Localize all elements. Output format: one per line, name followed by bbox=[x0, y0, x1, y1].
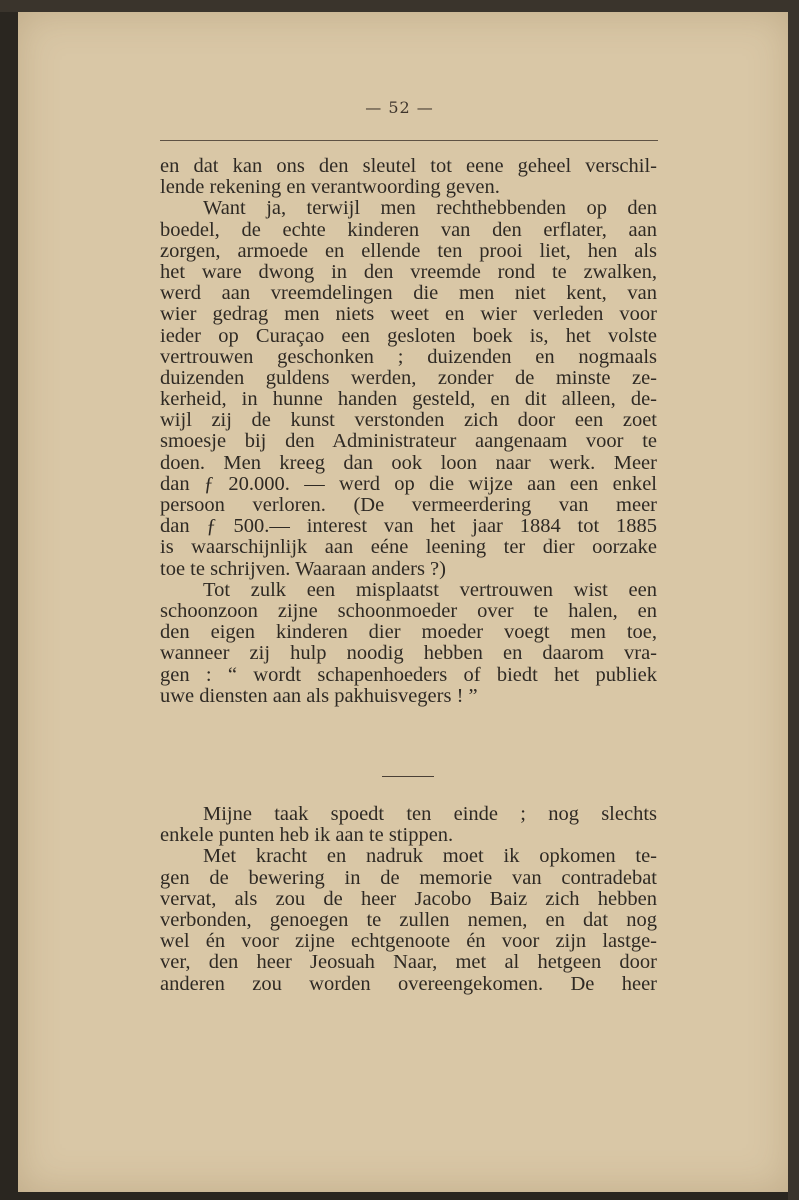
text-line: gen de bewering in de memorie van contradebat bbox=[160, 866, 657, 889]
text-line: Tot zulk een misplaatst vertrouwen wist een bbox=[203, 578, 657, 601]
section-divider bbox=[382, 776, 434, 777]
text-line: gen : “ wordt schapenhoeders of biedt het publiek bbox=[160, 663, 657, 686]
header-rule bbox=[160, 140, 658, 141]
text-line: persoon verloren. (De vermeerdering van meer bbox=[160, 494, 657, 516]
text-line: schoonzoon zijne schoonmoeder over te halen, en bbox=[160, 599, 657, 622]
text-line: vervat, als zou de heer Jacobo Baiz zich hebben bbox=[160, 887, 657, 910]
text-block-bottom bbox=[160, 804, 657, 995]
text-line: boedel, de echte kinderen van den erflater, aan bbox=[160, 218, 657, 241]
text-line: verbonden, genoegen te zullen nemen, en dat nog bbox=[160, 908, 657, 931]
text-line: werd aan vreemdelingen die men niet kent, van bbox=[160, 282, 657, 305]
text-line: wanneer zij hulp noodig hebben en daarom vra- bbox=[160, 642, 657, 665]
text-line: enkele punten heb ik aan te stippen. bbox=[160, 824, 454, 847]
text-line: Mijne taak spoedt ten einde ; nog slechts bbox=[203, 803, 657, 825]
text-line: duizenden guldens werden, zonder de minste ze- bbox=[160, 366, 657, 389]
text-line: wier gedrag men niets weet en wier verleden voor bbox=[160, 303, 657, 326]
text-line: ieder op Curaçao een gesloten boek is, het volste bbox=[160, 324, 657, 347]
text-line: en dat kan ons den sleutel tot eene geheel verschil- bbox=[160, 155, 657, 177]
text-line: smoesje bij den Administrateur aangenaam voor te bbox=[160, 430, 657, 453]
text-line: vertrouwen geschonken ; duizenden en nogmaals bbox=[160, 345, 657, 368]
text-line: toe te schrijven. Waaraan anders ?) bbox=[160, 557, 446, 580]
text-line: lende rekening en verantwoording geven. bbox=[160, 176, 500, 199]
page-number: — 52 — bbox=[365, 98, 434, 117]
text-line: dan ƒ 20.000. — werd op die wijze aan een enkel bbox=[160, 472, 657, 495]
text-line: den eigen kinderen dier moeder voegt men toe, bbox=[160, 621, 657, 644]
text-line: is waarschijnlijk aan eéne leening ter dier oorzake bbox=[160, 536, 657, 559]
scan-border-top bbox=[0, 0, 799, 12]
text-line: wijl zij de kunst verstonden zich door een zoet bbox=[160, 409, 657, 432]
text-line: het ware dwong in den vreemde rond te zwalken, bbox=[160, 260, 657, 283]
text-line: wel én voor zijne echtgenoote én voor zijn lastge- bbox=[160, 930, 657, 953]
text-line: anderen zou worden overeengekomen. De heer bbox=[160, 972, 657, 995]
text-block-top bbox=[160, 156, 657, 707]
text-line: Met kracht en nadruk moet ik opkomen te- bbox=[203, 845, 657, 868]
text-line: dan ƒ 500.— interest van het jaar 1884 tot 1885 bbox=[160, 515, 657, 538]
text-line: Want ja, terwijl men rechthebbenden op den bbox=[203, 197, 657, 220]
text-line: kerheid, in hunne handen gesteld, en dit alleen, de- bbox=[160, 388, 657, 411]
text-line: ver, den heer Jeosuah Naar, met al hetgeen door bbox=[160, 951, 657, 974]
scan-border-right bbox=[788, 0, 799, 1200]
text-line: doen. Men kreeg dan ook loon naar werk. Meer bbox=[160, 451, 657, 474]
text-line: zorgen, armoede en ellende ten prooi liet, hen als bbox=[160, 239, 657, 262]
text-line: uwe diensten aan als pakhuisvegers ! ” bbox=[160, 684, 478, 707]
